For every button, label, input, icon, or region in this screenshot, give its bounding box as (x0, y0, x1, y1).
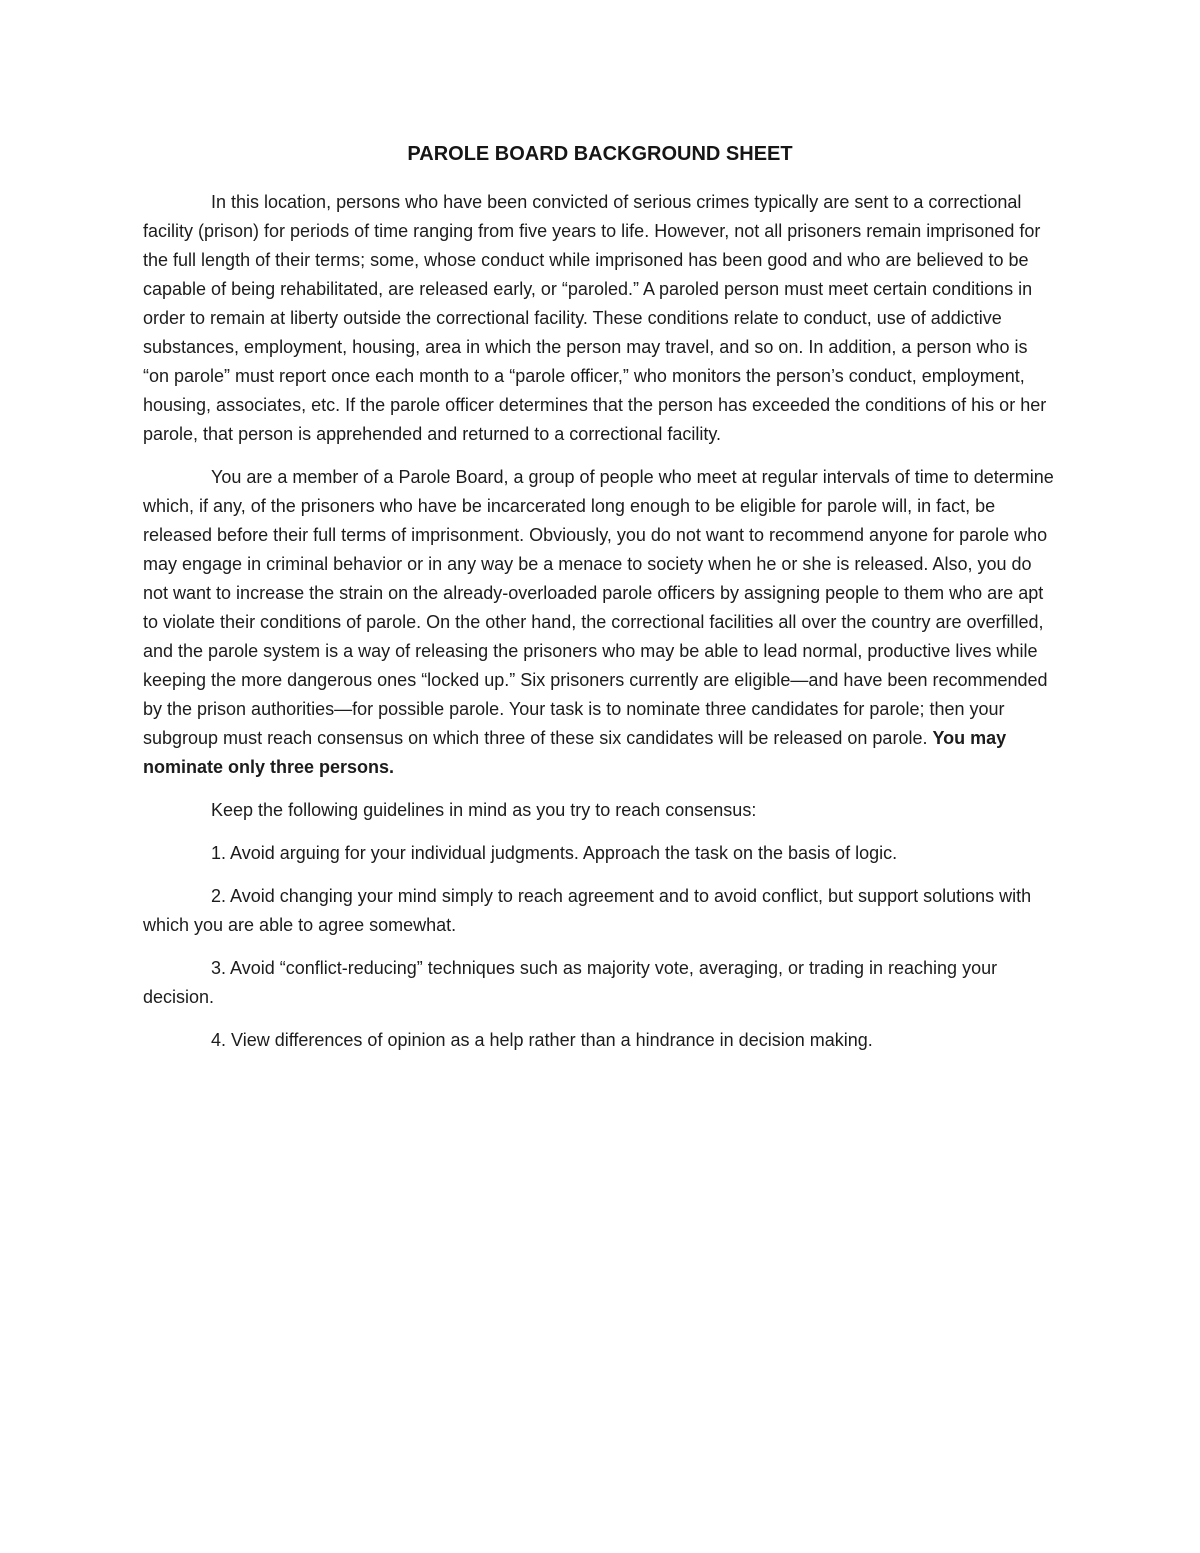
guidelines-intro: Keep the following guidelines in mind as you try to reach consensus: (211, 800, 757, 820)
document-title: PAROLE BOARD BACKGROUND SHEET (407, 143, 793, 165)
nominate-limit-statement: You may nominate only three persons. (143, 728, 1007, 777)
guideline-item-3: 3. Avoid “conflict-reducing” techniques such as majority vote, averaging, or trading in reaching your decision. (143, 958, 998, 1007)
guideline-item-2: 2. Avoid changing your mind simply to reach agreement and to avoid conflict, but support solutions with which you are able to agree somewhat. (143, 886, 1032, 935)
guideline-item-4: 4. View differences of opinion as a help rather than a hindrance in decision making. (211, 1030, 873, 1050)
intro-paragraph: In this location, persons who have been convicted of serious crimes typically are sent to a correctional facility (prison) for periods of time ranging from five years to life. However, not all prisoners remain imprisoned for the full length of their terms; some, whose conduct while imprisoned has been good and who are believed to be capable of being rehabilitated, are released early, or “paroled.” A paroled person must meet certain conditions in order to remain at liberty outside the correctional facility. These conditions relate to conduct, use of addictive substances, employment, housing, area in which the person may travel, and so on. In addition, a person who is “on parole” must report once each month to a “parole officer,” who monitors the person’s conduct, employment, housing, associates, etc. If the parole officer determines that the person has exceeded the conditions of his or her parole, that person is apprehended and returned to a correctional facility. (143, 192, 1047, 444)
task-paragraph-text: You are a member of a Parole Board, a group of people who meet at regular intervals of time to determine which, if any, of the prisoners who have be incarcerated long enough to be eligible for parole will, in fact, be released before their full terms of imprisonment. Obviously, you do not want to recommend anyone for parole who may engage in criminal behavior or in any way be a menace to society when he or she is released. Also, you do not want to increase the strain on the already-overloaded parole officers by assigning people to them who are apt to violate their conditions of parole. On the other hand, the correctional facilities all over the country are overfilled, and the parole system is a way of releasing the prisoners who may be able to lead normal, productive lives while keeping the more dangerous ones “locked up.” Six prisoners currently are eligible—and have been recommended by the prison authorities—for possible parole. Your task is to nominate three candidates for parole; then your subgroup must reach consensus on which three of these six candidates will be released on parole. (143, 467, 1054, 748)
task-paragraph (143, 463, 1057, 782)
guideline-item-1: 1. Avoid arguing for your individual judgments. Approach the task on the basis of logic. (211, 843, 898, 863)
